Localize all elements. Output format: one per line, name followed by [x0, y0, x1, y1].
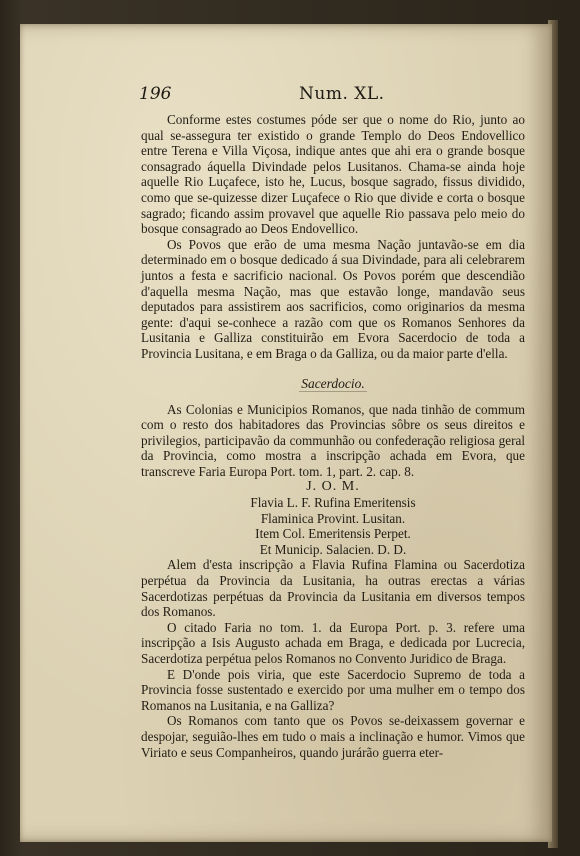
- paragraph-povos: Os Povos que erão de uma mesma Nação juntavão-se em dia determinado em o bosque dedicado á sua Divindade, para ali celebrarem juntos a festa e sacrificio nacional. Os Povos porém que descendião d'aquella mesma Nação, mas que estavão longe, mandavão seus deputados para assistirem aos sacrificios, como originarios da mesma gente: d'aqui se-conhece a razão com que os Romanos Senhores da Lusitania e Galliza constituirão em Evora Sacerdocio de toda a Provincia Lusitana, e em Braga o da Galliza, ou da maior parte d'ella.: [141, 236, 525, 361]
- inscription-line: Flaminica Provint. Lusitan.: [260, 510, 406, 526]
- inscription-line: Flavia L. F. Rufina Emeritensis: [250, 495, 416, 511]
- inscription-line: Item Col. Emeritensis Perpet.: [255, 526, 411, 542]
- paragraph-flavia: Alem d'esta inscripção a Flavia Rufina Flamina ou Sacerdotiza perpétua da Provincia da Lusitania, ha outras erectas a várias Sacerdotizas perpétuas da Provincia da Lusitania em diversos tempos dos Romanos.: [141, 557, 525, 620]
- inscription-block: [141, 479, 525, 557]
- inscription-line: Et Municip. Salacien. D. D.: [259, 541, 407, 557]
- paragraph-colonias: As Colonias e Municipios Romanos, que nada tinhão de commum com o resto dos habitadores das Provincias sôbre os seus direitos e privilegios, participavão da communhão ou confederação religiosa geral da Provincia, como mostra a inscripção achada em Evora, que transcreve Faria Europa Port. tom. 1, part. 2. cap. 8.: [141, 401, 525, 479]
- paragraph-endovellico: Conforme estes costumes póde ser que o nome do Rio, junto ao qual se-assegura ter existido o grande Templo do Deos Endovellico entre Terena e Villa Viçosa, indique antes que ahi era o grande bosque consagrado áquella Divindade pelos Lusitanos. Chama-se ainda hoje aquelle Rio Luçafece, isto he, Lucus, bosque sagrado, fissus dividido, como que se-quizesse dizer Luçafece o Rio que divide e corta o bosque sagrado; ficando assim provavel que aquelle Rio passava pelo meio do bosque consagrado ao Deos Endovellico.: [141, 112, 525, 237]
- page-header: [139, 84, 519, 106]
- section-heading: [141, 376, 525, 392]
- page-number: 196: [139, 84, 172, 104]
- paragraph-romanos: Os Romanos com tanto que os Povos se-deixassem governar e despojar, seguião-lhes em tudo o mais a inclinação e humor. Vimos que Viriato e seus Companheiros, quando jurárão guerra eter-: [141, 713, 525, 760]
- paragraph-question: E D'onde pois viria, que este Sacerdocio Supremo de toda a Provincia fosse sustentado e exercido por uma mulher em o tempo dos Romanos na Lusitania, e na Galliza?: [141, 666, 525, 713]
- paragraph-faria: O citado Faria no tom. 1. da Europa Port. p. 3. refere uma inscripção a Isis Augusto achada em Braga, e dedicada por Lucrecia, Sacerdotiza perpétua pelos Romanos no Convento Juridico de Braga.: [141, 619, 525, 666]
- running-title: Num. XL.: [299, 84, 385, 104]
- section-heading-text: Sacerdocio.: [301, 375, 365, 391]
- body-text: [141, 112, 525, 760]
- inscription-title: J. O. M.: [306, 479, 360, 495]
